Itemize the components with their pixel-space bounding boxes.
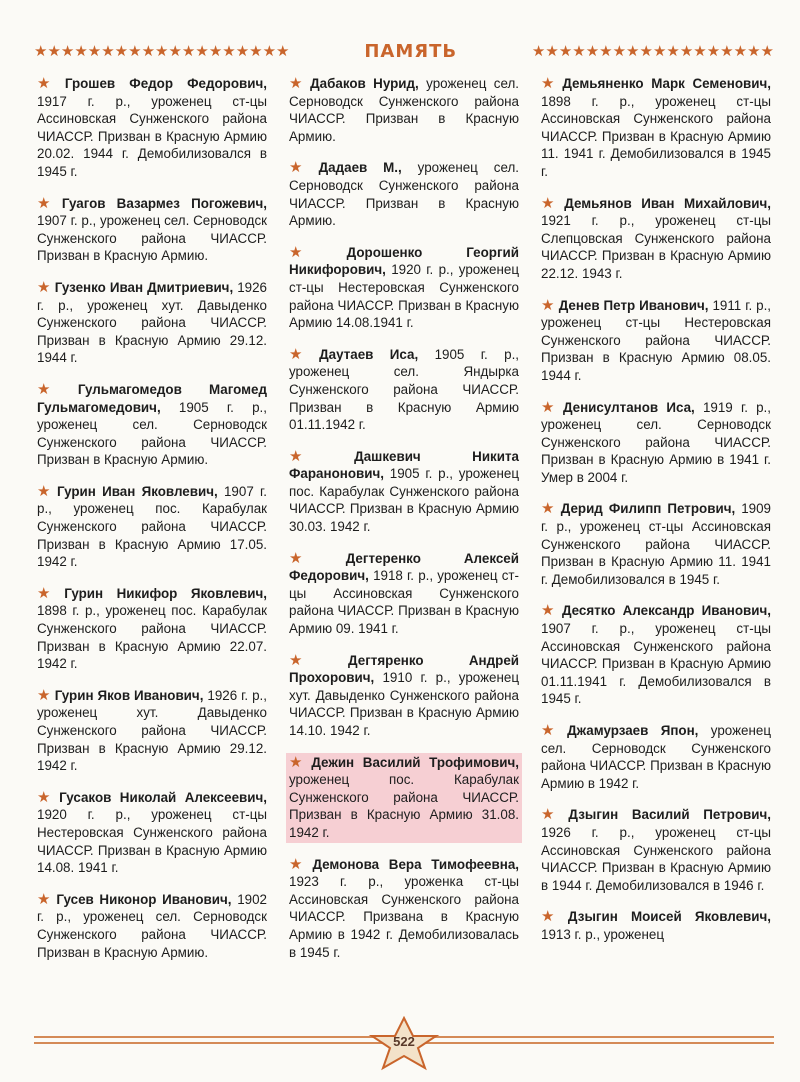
star-bullet-icon: ★ (289, 549, 342, 567)
column-left (34, 74, 270, 1014)
entry-details: 1905 г. р., уроженец сел. Яндырка Сунженского района ЧИАССР. Призван в Красную Армию 01.11.1942 г. (289, 346, 520, 433)
memorial-entry (538, 296, 774, 386)
entry-details: 1926 г. р., уроженец ст-цы Ассиновская Сунженского района ЧИАССР. Призван в Красную Армию в 1944 г. Демобилизовался в 1946 г. (541, 824, 771, 893)
memorial-entry (286, 243, 522, 333)
entry-name: Дежин Василий Трофимович, (311, 754, 519, 770)
memorial-entry (286, 651, 522, 741)
memorial-entry (34, 74, 270, 182)
entry-name: Дерид Филипп Петрович, (560, 501, 736, 517)
memorial-entry (34, 584, 270, 674)
entry-details: 1921 г. р., уроженец ст-цы Слепцовская Сунженского района ЧИАССР. Призван в Красную Армию 22.12. 1943 г. (541, 213, 771, 281)
entry-name: Гульмагомедов Магомед Гульмагомедович, (37, 381, 267, 415)
memorial-columns (34, 74, 774, 1014)
star-bullet-icon: ★ (37, 686, 51, 704)
star-bullet-icon: ★ (289, 345, 316, 363)
entry-details: 1910 г. р., уроженец хут. Давыденко Сунженского района ЧИАССР. Призван в Красную Армию 14.10. 1942 г. (289, 670, 519, 738)
star-bullet-icon: ★ (37, 584, 61, 602)
star-bullet-icon: ★ (289, 753, 308, 771)
memorial-entry (538, 499, 774, 589)
entry-details: 1926 г. р., уроженец хут. Давыденко Сунженского района ЧИАССР. Призван в Красную Армию 29.12. 1944 г. (37, 279, 267, 366)
star-bullet-icon: ★ (37, 75, 61, 92)
entry-name: Гурин Иван Яковлевич, (57, 483, 218, 499)
star-bullet-icon: ★ (289, 159, 315, 177)
entry-name: Гурин Никифор Яковлевич, (64, 585, 267, 601)
memorial-entry (538, 194, 774, 284)
memorial-entry (34, 380, 270, 470)
star-bullet-icon: ★ (541, 500, 557, 518)
entry-details: 1907 г. р., уроженец ст-цы Ассиновская Сунженского района ЧИАССР. Призван в Красную Армию 01.11.1941 г. Демобилизовался в 1945 г. (541, 621, 771, 707)
entry-name: Дадаев М., (318, 160, 402, 176)
entry-details: 1913 г. р., уроженец (541, 926, 665, 942)
memorial-entry (286, 345, 522, 435)
entry-name: Гурин Яков Иванович, (54, 687, 204, 703)
memorial-entry (34, 686, 270, 776)
entry-name: Джамурзаев Япон, (567, 723, 699, 738)
star-bullet-icon: ★ (289, 651, 345, 669)
star-bullet-icon: ★ (541, 722, 564, 739)
column-right (538, 74, 774, 1014)
memorial-entry (34, 788, 270, 878)
entry-details: уроженец сел. Серноводск Сунженского района ЧИАССР. Призван в Красную Армию в 1942 г. (541, 723, 771, 791)
entry-name: Денисултанов Иса, (562, 399, 695, 415)
entry-name: Демьянов Иван Михайлович, (564, 195, 771, 211)
entry-name: Демьяненко Марк Семенович, (562, 76, 771, 91)
memorial-entry (286, 753, 522, 843)
entry-details: 1920 г. р., уроженец ст-цы Нестеровская Сунженского района ЧИАССР. Призван в Красную Армию 14.08.1941 г. (289, 262, 519, 331)
entry-details: 1919 г. р., уроженец сел. Серноводск Сунженского района ЧИАССР. Призван в Красную Армию в 1941 г. Умер в 2004 г. (541, 399, 772, 485)
star-bullet-icon: ★ (37, 788, 56, 806)
entry-details: 1911 г. р., уроженец ст-цы Нестеровская Сунженского района ЧИАССР. Призван в Красную Армию 08.05. 1944 г. (541, 297, 772, 383)
page-number: 522 (393, 1034, 415, 1049)
memorial-entry (34, 890, 270, 962)
entry-details: 1909 г. р., уроженец ст-цы Ассиновская Сунженского района ЧИАССР. Призван в Красную Армию 11. 1941 г. Демобилизовался в 1945 г. (541, 501, 771, 587)
entry-details: уроженец сел. Серноводск Сунженского района ЧИАССР. Призван в Красную Армию. (289, 160, 519, 229)
star-bullet-icon: ★ (289, 75, 307, 92)
entry-name: Гусев Никонор Иванович, (56, 891, 232, 907)
memorial-entry (538, 805, 774, 895)
star-bullet-icon: ★ (37, 278, 51, 296)
star-bullet-icon: ★ (289, 447, 351, 465)
star-bullet-icon: ★ (541, 296, 555, 314)
memorial-entry (34, 194, 270, 266)
star-bullet-icon: ★ (541, 908, 564, 926)
entry-details: 1898 г. р., уроженец ст-цы Ассиновская Сунженского района ЧИАССР. Призван в Красную Армию 11. 1941 г. Демобилизовался в 1945 г. (541, 93, 771, 179)
entry-name: Гузенко Иван Дмитриевич, (54, 279, 234, 295)
entry-name: Даутаев Иса, (319, 346, 419, 362)
entry-name: Десятко Александр Иванович, (561, 603, 771, 619)
entry-name: Дегтеренко Алексей Федорович, (289, 550, 519, 584)
entry-name: Дзыгин Василий Петрович, (568, 807, 772, 823)
memorial-entry (286, 74, 522, 146)
star-bullet-icon: ★ (289, 855, 309, 873)
entry-name: Демонова Вера Тимофеевна, (312, 856, 519, 872)
entry-name: Гуагов Вазармез Погожевич, (61, 195, 268, 211)
entry-name: Дзыгин Моисей Яковлевич, (567, 909, 771, 925)
column-middle (286, 74, 522, 1014)
star-bullet-icon: ★ (541, 398, 559, 416)
entry-name: Дорошенко Георгий Никифорович, (289, 244, 520, 278)
star-bullet-icon: ★ (37, 380, 74, 398)
page-header (34, 38, 774, 64)
star-bullet-icon: ★ (541, 602, 558, 620)
star-bullet-icon: ★ (541, 806, 565, 824)
memorial-entry (538, 721, 774, 793)
entry-details: 1918 г. р., уроженец ст-цы Ассиновская Сунженского района ЧИАССР. Призван в Красную Армию 09. 1941 г. (289, 568, 519, 637)
memorial-entry (538, 907, 774, 944)
entry-name: Денев Петр Иванович, (558, 297, 709, 313)
entry-details: 1920 г. р., уроженец ст-цы Нестеровская Сунженского района ЧИАССР. Призван в Красную Армию 14.08. 1941 г. (37, 807, 267, 876)
star-bullet-icon: ★ (37, 890, 53, 908)
memorial-entry (34, 482, 270, 572)
star-bullet-icon: ★ (541, 75, 559, 92)
page-title: ПАМЯТЬ (364, 40, 458, 62)
entry-details: 1898 г. р., уроженец пос. Карабулак Сунженского района ЧИАССР. Призван в Красную Армию 22.07. 1942 г. (37, 603, 267, 672)
entry-details: 1917 г. р., уроженец ст-цы Ассиновская Сунженского района ЧИАССР. Призван в Красную Армию 20.02. 1944 г. Демобилизовался в 1945 г. (37, 93, 267, 179)
memorial-entry (34, 278, 270, 368)
entry-details: 1905 г. р., уроженец сел. Серноводск Сунженского района ЧИАССР. Призван в Красную Армию. (37, 399, 267, 468)
star-bullet-icon: ★ (289, 243, 343, 261)
entry-name: Гусаков Николай Алексеевич, (59, 789, 267, 805)
entry-name: Дашкевич Никита Фаранонович, (289, 448, 519, 482)
memorial-entry (538, 601, 774, 709)
entry-name: Грошев Федор Федорович, (64, 76, 267, 91)
star-bullet-icon: ★ (37, 482, 53, 500)
entry-name: Дегтяренко Андрей Прохорович, (289, 652, 519, 686)
memorial-entry (538, 74, 774, 182)
star-bullet-icon: ★ (541, 194, 561, 212)
star-bullet-icon: ★ (37, 194, 58, 212)
memorial-entry (286, 447, 522, 537)
entry-details: 1902 г. р., уроженец сел. Серноводск Сунженского района ЧИАССР. Призван в Красную Армию. (37, 891, 268, 960)
entry-details: уроженец пос. Карабулак Сунженского района ЧИАССР. Призван в Красную Армию 31.08. 1942 г. (289, 772, 519, 840)
header-stars-left: ★★★★★★★★★★★★★★★★★★★ (34, 42, 290, 60)
entry-details: 1926 г. р., уроженец хут. Давыденко Сунженского района ЧИАССР. Призван в Красную Армию 29.12. 1942 г. (37, 687, 267, 774)
header-stars-right: ★★★★★★★★★★★★★★★★★★ (531, 42, 774, 60)
entry-details: 1907 г. р., уроженец пос. Карабулак Сунженского района ЧИАССР. Призван в Красную Армию 17.05. 1942 г. (37, 483, 267, 570)
entry-details: 1923 г. р., уроженка ст-цы Ассиновская Сунженского района ЧИАССР. Призвана в Красную Армию в 1942 г. Демобилизовалась в 1945 г. (289, 874, 519, 960)
memorial-entry (538, 398, 774, 488)
entry-name: Дабаков Нурид, (310, 76, 419, 91)
page-footer (34, 1032, 774, 1060)
memorial-entry (286, 158, 522, 230)
entry-details: 1907 г. р., уроженец сел. Серноводск Сунженского района ЧИАССР. Призван в Красную Армию. (37, 213, 267, 264)
memorial-entry (286, 855, 522, 963)
memorial-entry (286, 549, 522, 639)
entry-details: 1905 г. р., уроженец пос. Карабулак Сунженского района ЧИАССР. Призван в Красную Армию 30.03. 1942 г. (289, 466, 519, 535)
entry-details: уроженец сел. Серноводск Сунженского района ЧИАССР. Призван в Красную Армию. (289, 76, 520, 144)
